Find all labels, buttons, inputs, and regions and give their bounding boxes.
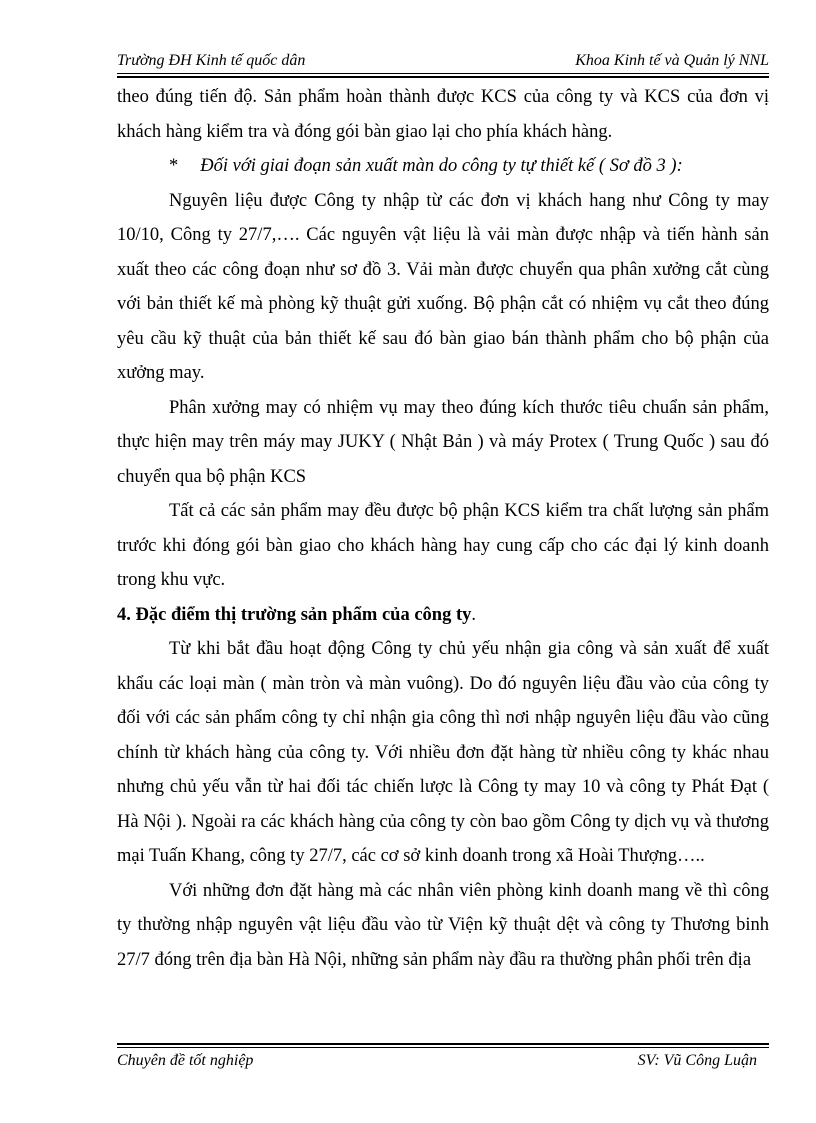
paragraph-orders: Với những đơn đặt hàng mà các nhân viên phòng kinh doanh mang về thì công ty thường nhập nguyên vật liệu đầu vào từ Viện kỹ thuật dệt và công ty Thương binh 27/7 đóng trên địa bàn Hà Nội, những sản phẩm này đầu ra thường phân phối trên địa [117, 880, 769, 970]
footer-rule-thick [117, 1043, 769, 1045]
header-rule-thick [117, 76, 769, 78]
paragraph-continuation: theo đúng tiến độ. Sản phẩm hoàn thành được KCS của công ty và KCS của đơn vị khách hàng kiểm tra và đóng gói bàn giao lại cho phía khách hàng. [117, 87, 769, 142]
paragraph-materials: Nguyên liệu được Công ty nhập từ các đơn vị khách hang như Công ty may 10/10, Công ty 27/7,…. Các nguyên vật liệu là vải màn được nhập và tiến hành sản xuất theo các công đoạn như sơ đồ 3. Vải màn được chuyển qua phân xưởng cắt cùng với bản thiết kế mà phòng kỹ thuật gửi xuống. Bộ phận cắt có nhiệm vụ cắt theo đúng yêu cầu kỹ thuật của bản thiết kế sau đó bàn giao bán thành phẩm cho bộ phận của xưởng may. [117, 190, 769, 383]
header-university: Trường ĐH Kinh tế quốc dân [117, 52, 306, 69]
paragraph-market: Từ khi bắt đầu hoạt động Công ty chủ yếu nhận gia công và sản xuất để xuất khẩu các loại màn ( màn tròn và màn vuông). Do đó nguyên liệu đầu vào của công ty đối với các sản phẩm công ty chỉ nhận gia công thì nơi nhập nguyên liệu đầu vào cũng chính từ khách hàng của công ty. Với nhiều đơn đặt hàng từ nhiều công ty khác nhau nhưng chủ yếu vẫn từ hai đối tác chiến lược là Công ty may 10 và công ty Phát Đạt ( Hà Nội ). Ngoài ra các khách hàng của công ty còn bao gồm Công ty dịch vụ và thương mại Tuấn Khang, công ty 27/7, các cơ sở kinh doanh trong xã Hoài Thượng….. [117, 639, 769, 866]
header-rule-thin [117, 73, 769, 74]
paragraph-sewing: Phân xưởng may có nhiệm vụ may theo đúng kích thước tiêu chuẩn sản phẩm, thực hiện may trên máy may JUKY ( Nhật Bản ) và máy Protex ( Trung Quốc ) sau đó chuyển qua bộ phận KCS [117, 397, 769, 487]
bullet-text: Đối với giai đoạn sản xuất màn do công ty tự thiết kế ( Sơ đồ 3 ): [200, 156, 683, 176]
footer-rule-thin [117, 1047, 769, 1048]
page-footer [117, 1052, 757, 1076]
document-body [117, 80, 769, 977]
bullet-star: * [169, 156, 179, 176]
footer-title: Chuyên đề tốt nghiệp [117, 1052, 254, 1069]
section-heading-text: 4. Đặc điểm thị trường sản phẩm của công ty [117, 604, 472, 625]
paragraph-kcs: Tất cả các sản phẩm may đều được bộ phận KCS kiểm tra chất lượng sản phẩm trước khi đóng gói bàn giao cho khách hàng hay cung cấp cho các đại lý kinh doanh trong khu vực. [117, 501, 769, 590]
section-heading [117, 598, 769, 633]
footer-author: SV: Vũ Công Luận [637, 1052, 757, 1069]
header-faculty: Khoa Kinh tế và Quản lý NNL [575, 52, 769, 69]
bullet-paragraph [117, 149, 769, 184]
section-heading-dot: . [471, 604, 476, 625]
